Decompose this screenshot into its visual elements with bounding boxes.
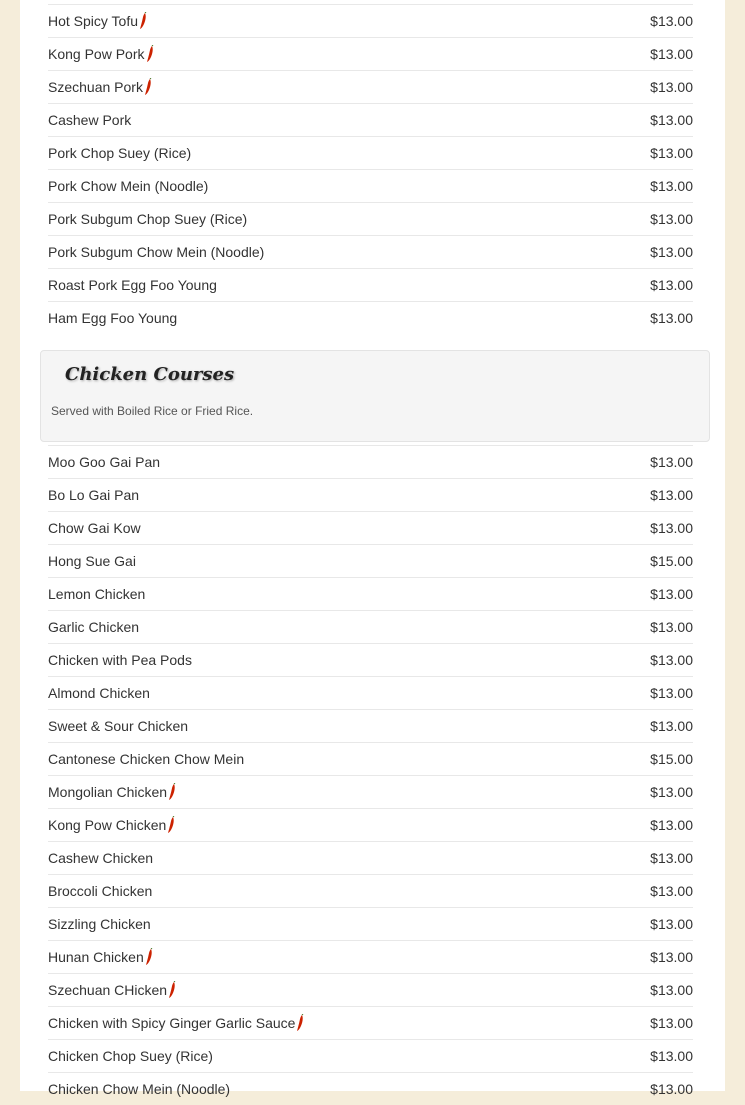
menu-item-row [48,1072,693,1105]
chicken-section-header [40,350,710,442]
menu-item-price: $13.00 [650,718,693,734]
menu-item-label: Roast Pork Egg Foo Young [48,277,217,293]
menu-item-price: $13.00 [650,916,693,932]
menu-item-row [48,676,693,709]
menu-item-row [48,643,693,676]
chili-pepper-icon [167,816,175,834]
menu-item-row [48,874,693,907]
menu-item-price: $13.00 [650,211,693,227]
chili-pepper-icon [145,948,153,966]
menu-item-name [48,916,151,932]
menu-item-label: Broccoli Chicken [48,883,153,899]
menu-item-row [48,577,693,610]
menu-item-name [48,586,145,602]
menu-item-name [48,850,153,866]
menu-item-label: Chicken with Spicy Ginger Garlic Sauce [48,1015,296,1031]
menu-item-row [48,103,693,136]
menu-item-price: $13.00 [650,883,693,899]
menu-item-row [48,544,693,577]
menu-item-name [48,45,154,63]
menu-item-row [48,70,693,103]
menu-item-name [48,718,188,734]
menu-panel [20,0,725,1097]
menu-item-name [48,454,160,470]
menu-item-row [48,775,693,808]
menu-item-name [48,244,264,260]
menu-item-label: Ham Egg Foo Young [48,310,178,326]
menu-item-label: Sweet & Sour Chicken [48,718,189,734]
menu-item-price: $13.00 [650,1015,693,1031]
menu-item-row [48,445,693,478]
chili-pepper-icon [296,1014,304,1032]
menu-item-price: $13.00 [650,982,693,998]
menu-item-label: Garlic Chicken [48,619,140,635]
menu-item-row [48,301,693,334]
chili-pepper-icon [139,12,147,30]
menu-item-price: $13.00 [650,1048,693,1064]
menu-item-price: $13.00 [650,685,693,701]
menu-item-name [48,1014,304,1032]
menu-item-price: $13.00 [650,520,693,536]
menu-item-price: $13.00 [650,949,693,965]
menu-item-price: $13.00 [650,244,693,260]
menu-item-label: Pork Subgum Chop Suey (Rice) [48,211,248,227]
menu-item-price: $13.00 [650,850,693,866]
menu-item-price: $13.00 [650,145,693,161]
menu-item-row [48,742,693,775]
menu-item-price: $13.00 [650,13,693,29]
menu-item-label: Kong Pow Pork [48,46,145,62]
menu-item-price: $13.00 [650,79,693,95]
menu-item-price: $13.00 [650,46,693,62]
chili-pepper-icon [146,45,154,63]
menu-item-label: Moo Goo Gai Pan [48,454,161,470]
pork-menu-list [48,4,693,334]
menu-item-row [48,907,693,940]
menu-item-price: $13.00 [650,277,693,293]
menu-item-name [48,145,191,161]
menu-item-price: $13.00 [650,112,693,128]
menu-item-name [48,1048,213,1064]
menu-item-row [48,169,693,202]
menu-item-name [48,619,139,635]
chili-pepper-icon [168,783,176,801]
menu-item-name [48,487,139,503]
menu-item-label: Chicken Chop Suey (Rice) [48,1048,213,1064]
menu-item-row [48,511,693,544]
menu-item-name [48,783,176,801]
menu-item-label: Bo Lo Gai Pan [48,487,140,503]
chili-pepper-icon [144,78,152,96]
menu-item-row [48,136,693,169]
menu-item-name [48,816,175,834]
menu-item-price: $13.00 [650,586,693,602]
menu-item-name [48,553,136,569]
menu-item-price: $13.00 [650,652,693,668]
menu-item-name [48,112,131,128]
menu-item-price: $13.00 [650,619,693,635]
menu-item-price: $13.00 [650,1081,693,1097]
menu-item-label: Cashew Pork [48,112,132,128]
menu-item-price: $13.00 [650,454,693,470]
menu-item-name [48,310,177,326]
menu-item-row [48,37,693,70]
menu-item-name [48,685,150,701]
menu-item-name [48,948,153,966]
menu-item-label: Pork Chop Suey (Rice) [48,145,192,161]
menu-item-price: $13.00 [650,178,693,194]
menu-item-name [48,78,152,96]
menu-item-row [48,940,693,973]
menu-item-name [48,883,152,899]
menu-item-name [48,178,208,194]
menu-item-price: $13.00 [650,784,693,800]
menu-item-row [48,610,693,643]
menu-item-name [48,211,247,227]
menu-item-price: $13.00 [650,487,693,503]
menu-item-label: Cantonese Chicken Chow Mein [48,751,245,767]
menu-item-name [48,981,176,999]
section-subtitle: Served with Boiled Rice or Fried Rice. [51,404,254,418]
menu-item-row [48,202,693,235]
menu-item-name [48,277,217,293]
menu-item-label: Cashew Chicken [48,850,154,866]
menu-item-price: $15.00 [650,553,693,569]
menu-item-row [48,808,693,841]
menu-item-name [48,652,192,668]
menu-item-label: Chow Gai Kow [48,520,141,536]
menu-item-label: Szechuan Pork [48,79,143,95]
menu-item-label: Mongolian Chicken [48,784,168,800]
menu-item-row [48,478,693,511]
menu-item-label: Hunan Chicken [48,949,144,965]
menu-item-row [48,841,693,874]
menu-item-row [48,709,693,742]
menu-item-label: Hot Spicy Tofu [48,13,139,29]
menu-item-price: $13.00 [650,310,693,326]
menu-item-label: Sizzling Chicken [48,916,151,932]
menu-item-label: Pork Chow Mein (Noodle) [48,178,209,194]
section-title: Chicken Courses [65,364,235,385]
menu-item-name [48,12,147,30]
menu-item-label: Chicken with Pea Pods [48,652,192,668]
menu-item-label: Lemon Chicken [48,586,146,602]
chili-pepper-icon [168,981,176,999]
menu-item-row [48,973,693,1006]
menu-item-label: Hong Sue Gai [48,553,136,569]
menu-item-row [48,1006,693,1039]
menu-item-name [48,751,244,767]
menu-item-row [48,1039,693,1072]
menu-item-name [48,1081,230,1097]
menu-item-label: Szechuan CHicken [48,982,168,998]
menu-item-label: Kong Pow Chicken [48,817,167,833]
menu-item-label: Chicken Chow Mein (Noodle) [48,1081,231,1097]
menu-item-name [48,520,141,536]
menu-item-price: $15.00 [650,751,693,767]
chicken-menu-list [48,445,693,1105]
menu-item-row [48,4,693,37]
menu-item-price: $13.00 [650,817,693,833]
menu-item-row [48,235,693,268]
menu-item-label: Pork Subgum Chow Mein (Noodle) [48,244,265,260]
menu-item-label: Almond Chicken [48,685,150,701]
menu-item-row [48,268,693,301]
